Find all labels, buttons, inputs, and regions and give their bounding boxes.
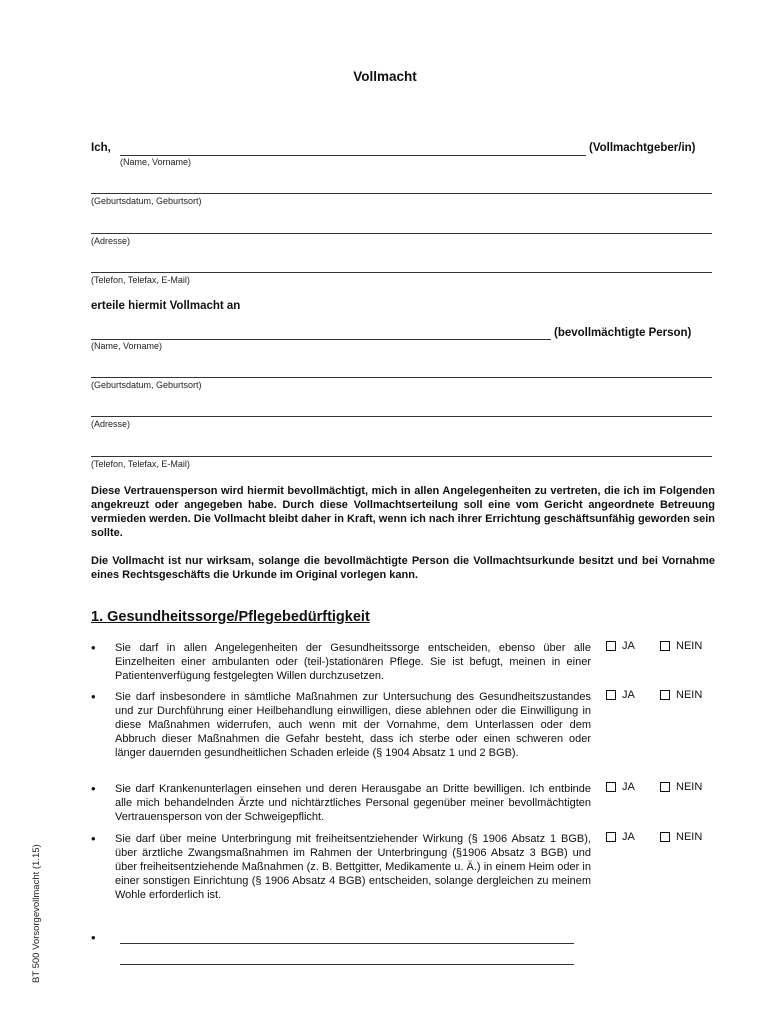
checkbox-icon[interactable]	[660, 690, 670, 700]
grantor-contact-line[interactable]	[91, 272, 712, 273]
item-1-yes[interactable]: JA	[606, 640, 635, 652]
grant-text: erteile hiermit Vollmacht an	[91, 300, 241, 312]
checkbox-icon[interactable]	[660, 641, 670, 651]
agent-address-label: (Adresse)	[91, 419, 131, 429]
agent-contact-label: (Telefon, Telefax, E-Mail)	[91, 459, 190, 469]
agent-address-line[interactable]	[91, 416, 712, 417]
item-1-text: Sie darf in allen Angelegenheiten der Gesundheitssorge entscheiden, ebenso über alle Einzelheiten einer ambulanten oder (teil-)stationären Pflege. Sie ist befugt, meinen in einer Patientenverfügung festgelegten Willen durchzusetzen.	[115, 642, 591, 682]
grantor-prefix: Ich,	[91, 142, 111, 154]
agent-birth-line[interactable]	[91, 377, 712, 378]
bullet-2: •	[91, 689, 96, 704]
item-2-no[interactable]: NEIN	[660, 689, 702, 701]
agent-name-label: (Name, Vorname)	[91, 341, 163, 351]
bullet-5: •	[91, 930, 96, 945]
item-1-no[interactable]: NEIN	[660, 640, 702, 652]
checkbox-icon[interactable]	[606, 690, 616, 700]
grantor-birth-label: (Geburtsdatum, Geburtsort)	[91, 196, 202, 206]
item-2-text: Sie darf insbesondere in sämtliche Maßnahmen zur Untersuchung des Gesundheitszustandes und zur Durchführung einer Heilbehandlung einwilligen, diese ablehnen oder die Einwilligung in diese Maßnahmen widerrufen, auch wenn mit der Vornahme, dem Unterlassen oder dem Abbruch dieser Maßnahmen die Gefahr besteht, dass ich sterbe oder einen schweren oder länger dauernden gesundheitlichen Schaden erleide (§ 1904 Absatz 1 und 2 BGB).	[115, 691, 591, 759]
agent-birth-label: (Geburtsdatum, Geburtsort)	[91, 380, 202, 390]
checkbox-icon[interactable]	[660, 782, 670, 792]
checkbox-icon[interactable]	[606, 782, 616, 792]
paragraph-original-document: Die Vollmacht ist nur wirksam, solange die bevollmächtigte Person die Vollmachtsurkunde besitzt und bei Vornahme eines Rechtsgeschäfts die Urkunde im Original vorlegen kann.	[91, 555, 715, 581]
bullet-4: •	[91, 831, 96, 846]
section-heading-health: 1. Gesundheitssorge/Pflegebedürftigkeit	[91, 609, 370, 625]
item-4-yes[interactable]: JA	[606, 831, 635, 843]
item-3-no[interactable]: NEIN	[660, 781, 702, 793]
custom-entry-line-1[interactable]	[120, 943, 574, 944]
item-4-no[interactable]: NEIN	[660, 831, 702, 843]
agent-suffix: (bevollmächtigte Person)	[554, 327, 692, 339]
item-2-yes[interactable]: JA	[606, 689, 635, 701]
item-3-text: Sie darf Krankenunterlagen einsehen und deren Herausgabe an Dritte bewilligen. Ich entbinde alle mich behandelnden Ärzte und nichtärztliches Personal gegenüber meiner bevollmächtigten Vertrauensperson von der Schweigepflicht.	[115, 783, 591, 823]
paragraph-validity: Diese Vertrauensperson wird hiermit bevollmächtigt, mich in allen Angelegenheiten zu vertreten, die ich im Folgenden angekreuzt oder angegeben habe. Durch diese Vollmachtserteilung soll eine vom Gericht angeordnete Betreuung vermieden werden. Die Vollmacht bleibt daher in Kraft, wenn ich nach ihrer Errichtung geschäftsunfähig geworden sein sollte.	[91, 485, 715, 539]
bullet-1: •	[91, 640, 96, 655]
checkbox-icon[interactable]	[606, 641, 616, 651]
agent-contact-line[interactable]	[91, 456, 712, 457]
grantor-contact-label: (Telefon, Telefax, E-Mail)	[91, 275, 190, 285]
checkbox-icon[interactable]	[606, 832, 616, 842]
grantor-suffix: (Vollmachtgeber/in)	[589, 142, 696, 154]
grantor-birth-line[interactable]	[91, 193, 712, 194]
checkbox-icon[interactable]	[660, 832, 670, 842]
grantor-name-label: (Name, Vorname)	[120, 157, 192, 167]
page-title: Vollmacht	[353, 69, 417, 84]
form-reference: BT 500 Vorsorgevollmacht (1.15)	[31, 844, 42, 983]
bullet-3: •	[91, 781, 96, 796]
agent-name-line[interactable]	[91, 339, 551, 340]
item-3-yes[interactable]: JA	[606, 781, 635, 793]
custom-entry-line-2[interactable]	[120, 964, 574, 965]
grantor-address-label: (Adresse)	[91, 236, 131, 246]
grantor-name-line[interactable]	[120, 155, 586, 156]
grantor-address-line[interactable]	[91, 233, 712, 234]
item-4-text: Sie darf über meine Unterbringung mit freiheitsentziehender Wirkung (§ 1906 Absatz 1 BGB), über ärztliche Zwangsmaßnahmen im Rahmen der Unterbringung (§1906 Absatz 3 BGB) und über freiheitsentziehende Maßnahmen (z. B. Bettgitter, Medikamente u. Ä.) in einem Heim oder in einer sonstigen Einrichtung (§ 1906 Absatz 4 BGB) entscheiden, solange dergleichen zu meinem Wohle erforderlich ist.	[115, 833, 591, 901]
